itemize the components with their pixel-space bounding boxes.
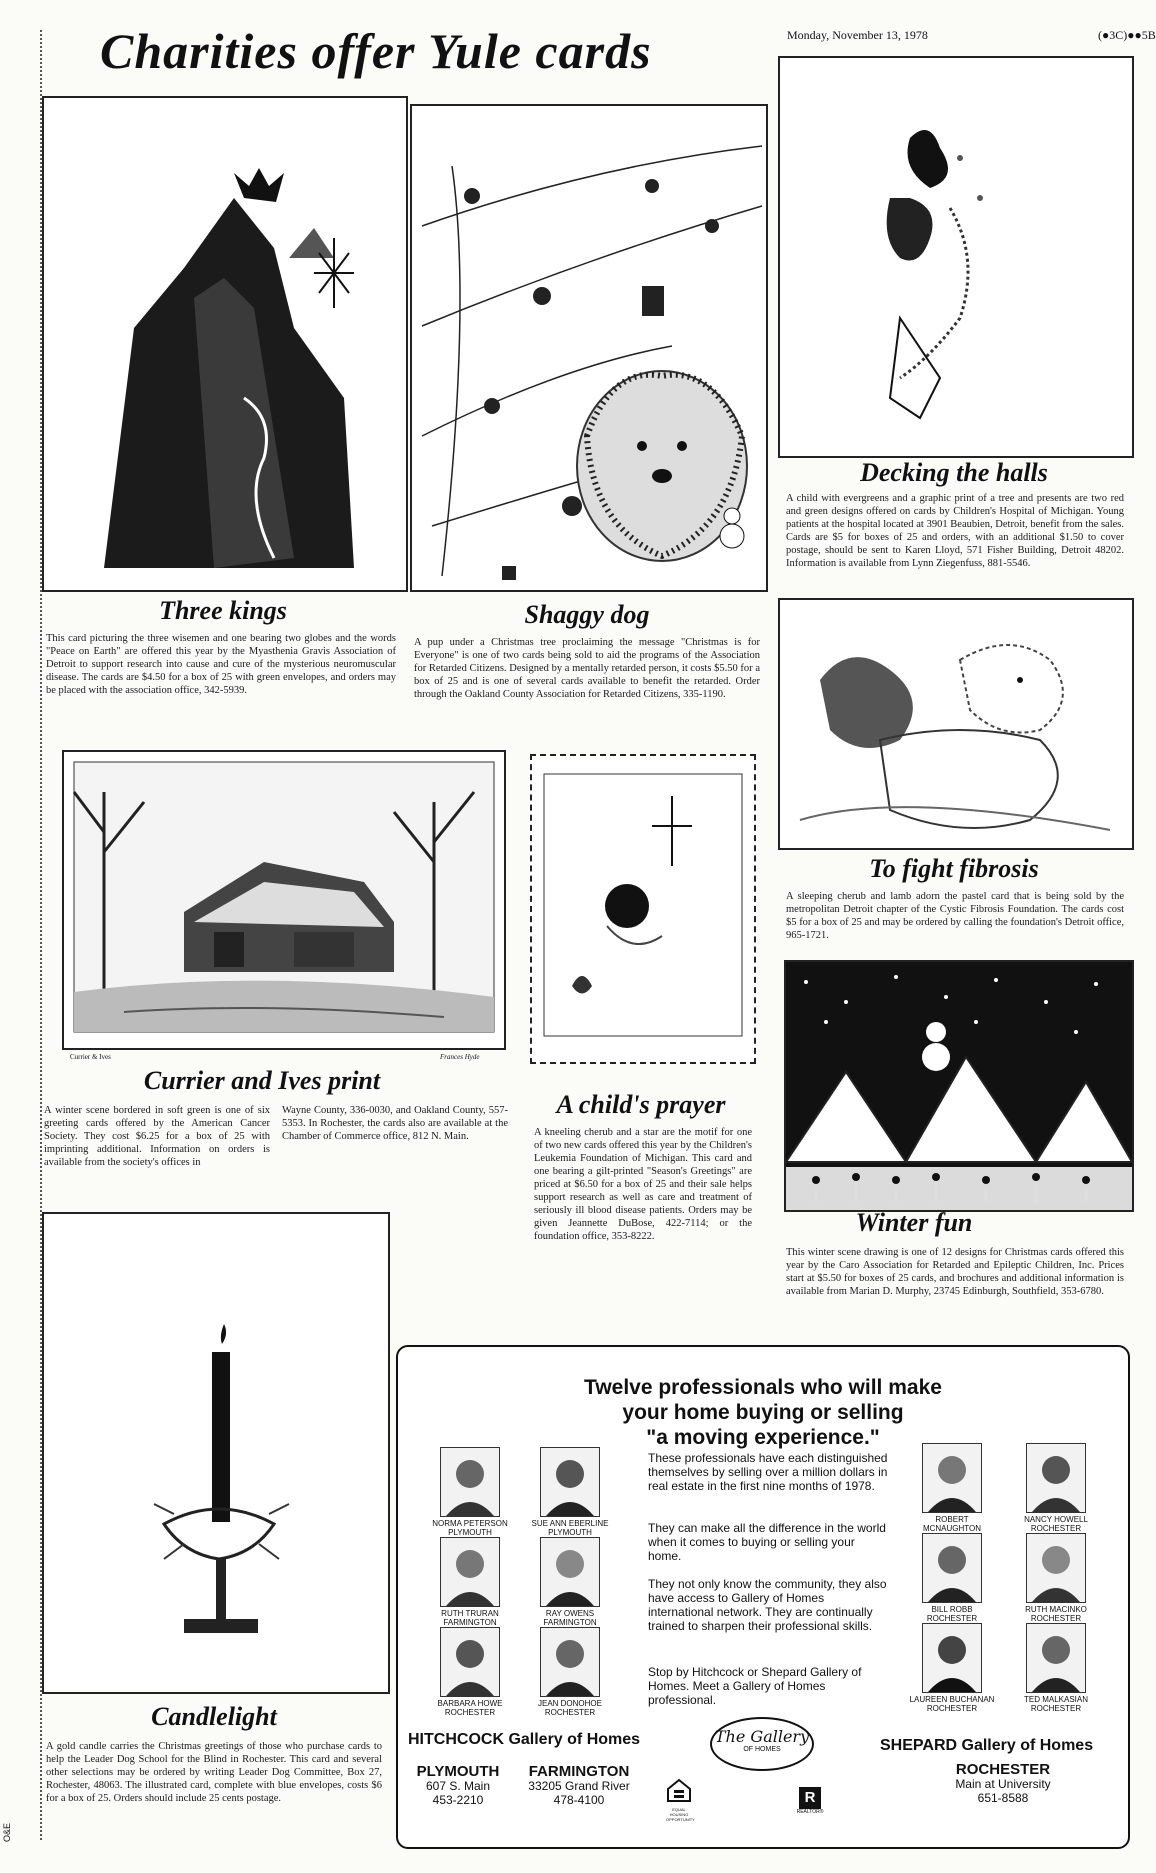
agent-photo bbox=[440, 1537, 500, 1607]
equal-housing-text: EQUAL HOUSING OPPORTUNITY bbox=[666, 1807, 695, 1822]
agent-office: PLYMOUTH bbox=[448, 1528, 492, 1537]
agent-name: RAY OWENS bbox=[545, 1609, 595, 1618]
decking-halls-title: Decking the halls bbox=[860, 458, 1048, 487]
fibrosis-photo bbox=[778, 598, 1134, 850]
fibrosis-text: A sleeping cherub and lamb adorn the pastel card that is being sold by the metropolitan Detroit chapter of the Cystic Fibrosis Foundation. The cards cost $5 for a box of 25 and may be ordered by calling the foundation's Detroit office, 965-1721. bbox=[786, 891, 1124, 941]
agent-photo bbox=[440, 1447, 500, 1517]
agent-photo bbox=[440, 1627, 500, 1697]
agent-card bbox=[908, 1533, 996, 1623]
equal-housing-icon bbox=[666, 1777, 695, 1822]
agent-photo bbox=[922, 1623, 982, 1693]
office-street: 607 S. Main bbox=[425, 1779, 491, 1793]
currier-ives-text-left: A winter scene bordered in soft green is one of six greeting cards offered by the American Cancer Society. They cost $6.25 for a box of 25 with imprinting additional. Information on orders is available from the society's offices in bbox=[44, 1105, 270, 1168]
office-phone: 651-8588 bbox=[977, 1791, 1029, 1805]
realtor-icon: R REALTOR® bbox=[790, 1787, 830, 1827]
agent-name: BARBARA HOWE bbox=[437, 1699, 503, 1708]
agent-card bbox=[526, 1627, 614, 1717]
agent-name: LAUREEN BUCHANAN bbox=[909, 1695, 995, 1704]
decking-halls-photo bbox=[778, 56, 1134, 458]
agent-photo bbox=[540, 1537, 600, 1607]
fibrosis-title: To fight fibrosis bbox=[869, 854, 1039, 883]
hitchcock-name: HITCHCOCK Gallery of Homes bbox=[408, 1731, 641, 1748]
gallery-of-homes-ad bbox=[396, 1345, 1130, 1849]
childs-prayer-photo bbox=[530, 754, 756, 1064]
agent-card bbox=[426, 1537, 514, 1627]
agent-office: ROCHESTER bbox=[1030, 1524, 1082, 1533]
gallery-logo bbox=[710, 1717, 814, 1771]
candlelight-photo bbox=[42, 1212, 390, 1694]
agent-name: RUTH TRURAN bbox=[441, 1609, 499, 1618]
office-city: FARMINGTON bbox=[528, 1763, 630, 1780]
office-street: 33205 Grand River bbox=[528, 1779, 630, 1793]
ad-headline-line-3: "a moving experience." bbox=[646, 1426, 880, 1449]
agent-card bbox=[1012, 1623, 1100, 1713]
currier-credit-right: Frances Hyde bbox=[440, 1053, 480, 1061]
plymouth-office bbox=[408, 1765, 508, 1807]
agent-office: PLYMOUTH bbox=[548, 1528, 592, 1537]
agent-name: BILL ROBB bbox=[931, 1605, 973, 1614]
gallery-logo-sub: OF HOMES bbox=[743, 1746, 781, 1753]
page-number: (●3C)●●5B bbox=[1098, 28, 1156, 42]
agent-photo bbox=[540, 1627, 600, 1697]
candlelight-text: A gold candle carries the Christmas greetings of those who purchase cards to help the Leader Dog School for the Blind in Rochester. This card and several other selections may be ordered by writing Leader Dog Committee, Box 27, Rochester, 48063. The illustrated card, complete with blue envelopes, costs $6 for a box of 25. Orders should include 25 cents postage. bbox=[46, 1741, 382, 1804]
ad-paragraph: These professionals have each distinguished themselves by selling over a million dollars in real estate in the first nine months of 1978. bbox=[648, 1451, 888, 1493]
agent-office: ROCHESTER bbox=[1030, 1704, 1082, 1713]
ad-paragraph: They not only know the community, they also have access to Gallery of Homes international network. They are continually trained to sharpen their professional skills. bbox=[648, 1577, 887, 1633]
three-kings-photo bbox=[42, 96, 408, 592]
agent-name: RUTH MACINKO bbox=[1025, 1605, 1087, 1614]
office-phone: 453-2210 bbox=[432, 1793, 484, 1807]
agent-name: NORMA PETERSON bbox=[432, 1519, 508, 1528]
shaggy-dog-photo bbox=[410, 104, 768, 592]
three-kings-text: This card picturing the three wisemen and one bearing two globes and the words "Peace on Earth" are offered this year by the Myasthenia Gravis Association of Detroit to support research into cause and cure of the mysterious neuromuscular disease. The cards are $4.50 for a box of 25 with green envelopes, and orders may be placed with the association office, 342-5939. bbox=[46, 633, 396, 696]
currier-ives-title: Currier and Ives print bbox=[143, 1066, 381, 1095]
side-label: O&E bbox=[2, 1822, 12, 1842]
agent-office: ROCHESTER bbox=[1030, 1614, 1082, 1623]
agent-card bbox=[526, 1447, 614, 1537]
winter-fun-text: This winter scene drawing is one of 12 designs for Christmas cards offered this year by the Caro Association for Retarded and Epileptic Children, Inc. Prices start at $5.50 for boxes of 25 cards, and brochures and additional information is available from Marian D. Murphy, 23745 Edinburgh, Southfield, 353-6780. bbox=[786, 1247, 1124, 1297]
agent-office: ROCHESTER bbox=[444, 1708, 496, 1717]
ad-headline-line-2: your home buying or selling bbox=[622, 1401, 904, 1424]
issue-date: Monday, November 13, 1978 bbox=[787, 28, 928, 42]
realtor-text: REALTOR® bbox=[796, 1809, 824, 1815]
agent-office: ROCHESTER bbox=[544, 1708, 596, 1717]
shepard-name: SHEPARD Gallery of Homes bbox=[880, 1737, 1094, 1754]
agent-photo bbox=[922, 1443, 982, 1513]
gallery-logo-text: The Gallery bbox=[714, 1727, 810, 1746]
ad-headline bbox=[518, 1375, 1008, 1450]
ad-headline-line-1: Twelve professionals who will make bbox=[584, 1376, 942, 1399]
agent-office: FARMINGTON bbox=[443, 1618, 497, 1627]
agent-name: JEAN DONOHOE bbox=[537, 1699, 602, 1708]
currier-credit-left: Currier & Ives bbox=[70, 1053, 111, 1061]
page-headline: Charities offer Yule cards bbox=[100, 23, 652, 79]
currier-ives-text-right: Wayne County, 336-0030, and Oakland County, 557-5353. In Rochester, the cards also are available at the Chamber of Commerce office, 812 N. Main. bbox=[282, 1105, 508, 1142]
agent-card bbox=[426, 1627, 514, 1717]
office-phone: 478-4100 bbox=[553, 1793, 605, 1807]
three-kings-title: Three kings bbox=[159, 596, 287, 625]
shaggy-dog-title: Shaggy dog bbox=[524, 600, 650, 629]
childs-prayer-title: A child's prayer bbox=[556, 1090, 726, 1119]
farmington-office bbox=[514, 1765, 644, 1807]
ad-paragraph: Stop by Hitchcock or Shepard Gallery of Homes. Meet a Gallery of Homes professional. bbox=[648, 1665, 862, 1707]
agent-photo bbox=[1026, 1443, 1086, 1513]
childs-prayer-text: A kneeling cherub and a star are the motif for one of two new cards offered this year by the Children's Leukemia Foundation of Michigan. This card and one bearing a gilt-printed "Season's Greetings" are priced at $6.50 for a box of 25 and their sale helps support research as well as care and treatment of seriously ill blood disease patients. Orders may be given Jeannette DuBose, 422-7114; or the foundation office, 353-8222. bbox=[534, 1127, 752, 1242]
shaggy-dog-text: A pup under a Christmas tree proclaiming the message "Christmas is for Everyone" is one of two cards being sold to aid the programs of the Association for Retarded Citizens. Designed by a mentally retarded person, it costs $5.50 for a box of 25 and is one of several cards available to benefit the retarded. Order through the Oakland County Association for Retarded Citizens, 335-1190. bbox=[414, 637, 760, 700]
agent-photo bbox=[922, 1533, 982, 1603]
rochester-office bbox=[918, 1763, 1088, 1805]
winter-fun-title: Winter fun bbox=[855, 1208, 973, 1237]
decking-halls-text: A child with evergreens and a graphic print of a tree and presents are two red and green designs offered on cards by Children's Hospital of Michigan. Young patients at the hospital located at 3901 Beaubien, Detroit, benefit from the sales. Cards are $5 for boxes of 25 and orders, with an additional $1.50 to cover postage, should be sent to Karen Lloyd, 571 Fisher Building, Detroit 48202. Information is available from Lynn Ziegenfuss, 881-5546. bbox=[786, 493, 1124, 569]
agent-card bbox=[908, 1623, 996, 1713]
agent-card bbox=[426, 1447, 514, 1537]
agent-card bbox=[1012, 1533, 1100, 1623]
agent-office: ROCHESTER bbox=[926, 1614, 978, 1623]
agent-card bbox=[1012, 1443, 1100, 1533]
agent-name: SUE ANN EBERLINE bbox=[531, 1519, 609, 1528]
agent-card bbox=[526, 1537, 614, 1627]
agent-card bbox=[908, 1443, 996, 1542]
agent-photo bbox=[1026, 1533, 1086, 1603]
office-street: Main at University bbox=[955, 1777, 1051, 1791]
agent-office: FARMINGTON bbox=[543, 1618, 597, 1627]
agent-name: NANCY HOWELL bbox=[1024, 1515, 1088, 1524]
agent-photo bbox=[540, 1447, 600, 1517]
agent-name: ROBERT MCNAUGHTON bbox=[922, 1515, 982, 1533]
agent-photo bbox=[1026, 1623, 1086, 1693]
currier-ives-photo bbox=[62, 750, 506, 1050]
ad-paragraph: They can make all the difference in the world when it comes to buying or selling your home. bbox=[648, 1521, 886, 1563]
office-city: PLYMOUTH bbox=[416, 1763, 500, 1780]
agent-name: TED MALKASIAN bbox=[1023, 1695, 1088, 1704]
office-city: ROCHESTER bbox=[955, 1761, 1051, 1778]
winter-fun-photo bbox=[784, 960, 1134, 1212]
candlelight-title: Candlelight bbox=[151, 1702, 277, 1731]
agent-office: ROCHESTER bbox=[926, 1704, 978, 1713]
